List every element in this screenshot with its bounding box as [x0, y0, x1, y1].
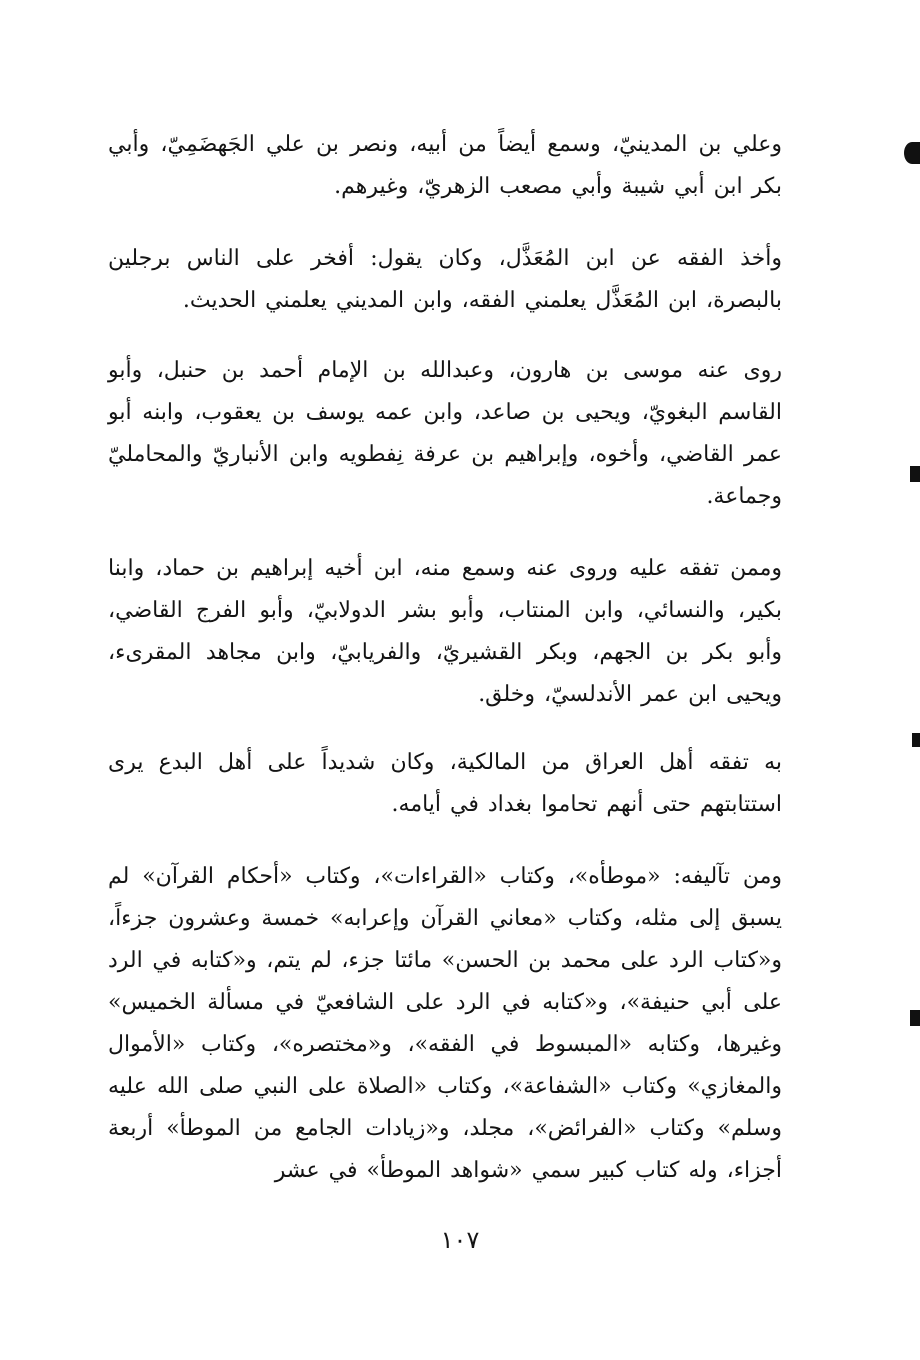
paragraph-6: ومن تآليفه: «موطأه»، وكتاب «القراءات»، وكتاب «أحكام القرآن» لم يسبق إلى مثله، وكتاب «معاني القرآن وإعرابه» خمسة وعشرون جزءاً، و«كتاب الرد على محمد بن الحسن» مائتا جزء، لم يتم، و«كتابه في الرد على أبي حنيفة»، و«كتابه في الرد على الشافعيّ في مسألة الخميس» وغيرها، وكتابه «المبسوط في الفقه»، و«مختصره»، وكتاب «الأموال والمغازي» وكتاب «الشفاعة»، وكتاب «الصلاة على النبي صلى الله عليه وسلم» وكتاب «الفرائض»، مجلد، و«زيادات الجامع من الموطأ» أربعة أجزاء، وله كتاب كبير سمي «شواهد الموطأ» في عشر: [108, 864, 782, 1183]
paragraph-4: وممن تفقه عليه وروى عنه وسمع منه، ابن أخيه إبراهيم بن حماد، وابنا بكير، والنسائي، وابن المنتاب، وأبو بشر الدولابيّ، وأبو الفرج القاضي، وأبو بكر بن الجهم، وبكر القشيريّ، والفريابيّ، وابن مجاهد المقرىء، ويحيى ابن عمر الأندلسيّ، وخلق.: [108, 556, 782, 707]
binding-mark: [912, 733, 920, 747]
paragraph-2: وأخذ الفقه عن ابن المُعَذَّل، وكان يقول: أفخر على الناس برجلين بالبصرة، ابن المُعَذَّل يعلمني الفقه، وابن المديني يعلمني الحديث.: [108, 246, 782, 313]
paragraph-1: وعلي بن المدينيّ، وسمع أيضاً من أبيه، ونصر بن علي الجَهضَمِيّ، وأبي بكر ابن أبي شيبة وأبي مصعب الزهريّ، وغيرهم.: [108, 132, 782, 199]
paragraph-5: به تفقه أهل العراق من المالكية، وكان شديداً على أهل البدع يرى استتابتهم حتى أنهم تحاموا بغداد في أيامه.: [108, 750, 782, 817]
paragraph-3: روى عنه موسى بن هارون، وعبدالله بن الإمام أحمد بن حنبل، وأبو القاسم البغويّ، ويحيى بن صاعد، وابن عمه يوسف بن يعقوب، وابنه أبو عمر القاضي، وأخوه، وإبراهيم بن عرفة نِفطويه وابن الأنباريّ والمحامليّ وجماعة.: [108, 358, 782, 509]
binding-mark: [904, 142, 920, 164]
binding-mark: [910, 1010, 920, 1026]
page-number: ١٠٧: [440, 1226, 480, 1254]
binding-mark: [910, 466, 920, 482]
